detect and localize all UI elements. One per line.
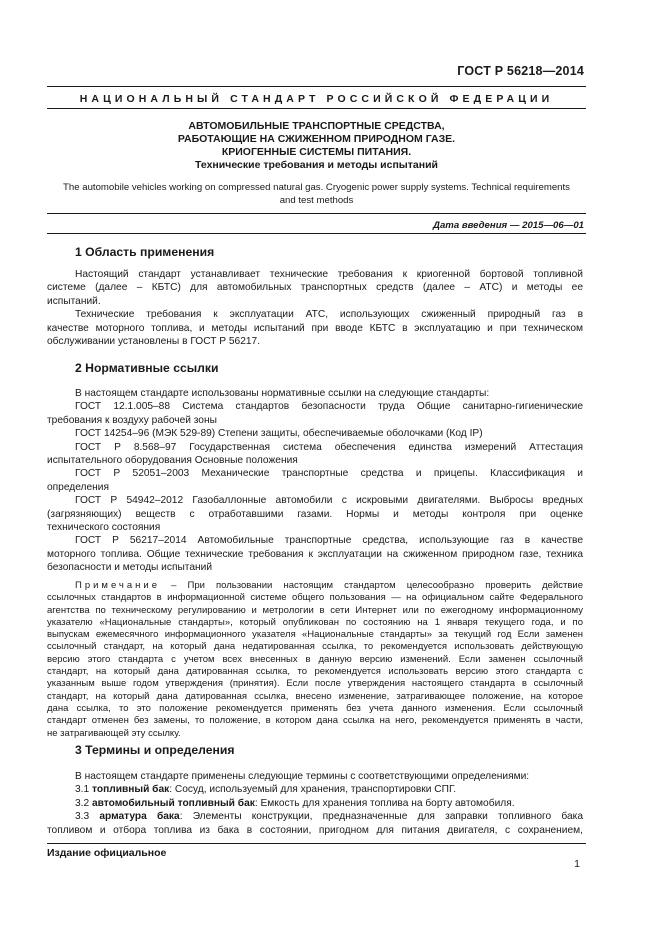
note-line: стандарт отменен без замены, то положение, в котором дана ссылка на него, рекомендуется применять в части, bbox=[47, 715, 583, 727]
note-line bbox=[75, 580, 583, 592]
text-line: Технические требования к эксплуатации АТС, использующих сжиженный природный газ в bbox=[75, 309, 583, 321]
title-line: КРИОГЕННЫЕ СИСТЕМЫ ПИТАНИЯ. bbox=[221, 146, 412, 158]
term-definition: : Емкость для хранения топлива на борту автомобиля. bbox=[254, 797, 515, 809]
note-first-text: – При пользовании настоящим стандартом целесообразно проверить действие bbox=[160, 580, 583, 591]
title-ru bbox=[47, 120, 586, 172]
note-block bbox=[47, 580, 583, 740]
note-line: указателю «Национальные стандарты», который опубликован по состоянию на 1 января текущего года, и по bbox=[47, 616, 583, 628]
text-line: качестве моторного топлива, и методы испытаний при вводе КБТС в эксплуатацию и при техническом bbox=[47, 322, 583, 334]
note-line: стандарт, на который дана датированная ссылка, то рекомендуется использовать версию этого стандарта с bbox=[47, 666, 583, 678]
note-line: агентства по техническому регулированию и метрологии в сети Интернет или по ежегодному информационному bbox=[47, 604, 583, 616]
title-en-line: The automobile vehicles working on compressed natural gas. Cryogenic power supply systems. Technical requirements bbox=[63, 182, 570, 193]
note-line: ссылочных стандартов в информационной системе общего пользования — на официальном сайте Федерального bbox=[47, 592, 583, 604]
note-line: указанным выше годом утверждения (принятия). Если после утверждения настоящего стандарта в ссылочный bbox=[47, 678, 583, 690]
ref-line: ГОСТ 14254–96 (МЭК 529-89) Степени защиты, обеспечиваемые оболочками (Код IP) bbox=[75, 428, 483, 440]
note-line: версию этого стандарта с учетом всех внесенных в данную версию изменений. Если заменен ссылочный bbox=[47, 653, 583, 665]
term-name: топливный бак bbox=[92, 784, 170, 796]
intro-date: Дата введения — 2015—06—01 bbox=[433, 220, 584, 231]
national-rule bbox=[47, 108, 586, 109]
national-standard-heading: НАЦИОНАЛЬНЫЙ СТАНДАРТ РОССИЙСКОЙ ФЕДЕРАЦИИ bbox=[79, 93, 554, 105]
section-2-title: 2 Нормативные ссылки bbox=[75, 361, 219, 375]
ref-line: (загрязняющих) веществ с отработавшими газами. Нормы и методы контроля при оценке bbox=[47, 508, 583, 520]
term-definition: : Сосуд, используемый для хранения, транспортировки СПГ. bbox=[169, 784, 457, 796]
title-en-line: and test methods bbox=[279, 194, 354, 206]
note-line: не затрагивающей эту ссылку. bbox=[47, 727, 181, 739]
section-3-body bbox=[47, 770, 583, 837]
note-label: Примечание bbox=[75, 580, 160, 591]
text-line: Настоящий стандарт устанавливает технические требования к криогенной бортовой топливной bbox=[75, 269, 583, 280]
term-number: 3.3 bbox=[75, 811, 100, 823]
term-line bbox=[75, 797, 583, 810]
ref-line: моторного топлива. Общие технические требования к эксплуатации на сжиженном природном газе, техника bbox=[47, 548, 583, 560]
term-line: топливом и отбора топлива из бака в состоянии, пригодном для питания двигателя, с сохранением, bbox=[47, 824, 583, 836]
title-line: РАБОТАЮЩИЕ НА СЖИЖЕННОМ ПРИРОДНОМ ГАЗЕ. bbox=[177, 133, 456, 145]
ref-line: ГОСТ Р 8.568–97 Государственная система обеспечения единства измерений Аттестация bbox=[75, 441, 583, 453]
text-line: системе (далее – КБТС) для автомобильных транспортных средств (далее – АТС) и методы ее bbox=[47, 282, 583, 294]
ref-line: технического состояния bbox=[47, 522, 161, 534]
note-line: стандарт, на который дана датированная ссылка, внесено изменение, затрагивающее положение, на которое bbox=[47, 690, 583, 702]
text-line: В настоящем стандарте использованы нормативные ссылки на следующие стандарты: bbox=[75, 388, 490, 399]
section-2-body bbox=[47, 387, 583, 575]
note-line: дана ссылка, то это положение рекомендуется применять без учета данного изменения. Если ссылочный bbox=[47, 702, 583, 714]
ref-line: ГОСТ Р 54942–2012 Газобаллонные автомобили с искровыми двигателями. Выбросы вредных bbox=[75, 495, 583, 507]
term-name: автомобильный топливный бак bbox=[92, 797, 255, 809]
term-number: 3.1 bbox=[75, 784, 92, 796]
title-line: АВТОМОБИЛЬНЫЕ ТРАНСПОРТНЫЕ СРЕДСТВА, bbox=[188, 120, 445, 132]
page-number: 1 bbox=[574, 858, 580, 870]
ref-line: ГОСТ Р 56217–2014 Автомобильные транспортные средства, использующие газ в качестве bbox=[75, 535, 583, 547]
note-line: выпускам ежемесячного информационного указателя «Национальные стандарты» за текущий год Если заменен bbox=[47, 629, 583, 641]
section-1-title: 1 Область применения bbox=[75, 245, 215, 259]
ref-line: требования к воздуху рабочей зоны bbox=[47, 414, 217, 426]
term-name: арматура бака bbox=[99, 811, 180, 823]
ref-line: ГОСТ Р 52051–2003 Механические транспортные средства и прицепы. Классификация и bbox=[75, 468, 583, 480]
text-line: испытаний. bbox=[47, 295, 101, 307]
footer-rule bbox=[47, 843, 586, 844]
header-rule bbox=[47, 86, 586, 87]
edition-label: Издание официальное bbox=[47, 847, 167, 859]
term-definition: : Элементы конструкции, предназначенные для заправки топливного бака bbox=[179, 811, 583, 823]
title-subline: Технические требования и методы испытаний bbox=[195, 159, 438, 171]
text-line: В настоящем стандарте применены следующие термины с соответствующими определениями: bbox=[75, 771, 530, 782]
term-number: 3.2 bbox=[75, 797, 92, 809]
ref-line: определения bbox=[47, 481, 110, 493]
term-line bbox=[75, 810, 583, 823]
document-code: ГОСТ Р 56218—2014 bbox=[457, 64, 584, 78]
text-line: обслуживании установлены в ГОСТ Р 56217. bbox=[47, 336, 261, 348]
section-1-body bbox=[47, 268, 583, 348]
ref-line: испытательного оборудования Основные положения bbox=[47, 455, 298, 467]
ref-line: безопасности и методы испытаний bbox=[47, 562, 213, 574]
note-line: ссылочный стандарт, на который дана недатированная ссылка, то рекомендуется использовать действующую bbox=[47, 641, 583, 653]
intro-rule bbox=[47, 233, 586, 234]
section-3-title: 3 Термины и определения bbox=[75, 743, 235, 757]
title-en bbox=[47, 182, 586, 207]
title-rule bbox=[47, 213, 586, 214]
term-line bbox=[75, 783, 583, 796]
ref-line: ГОСТ 12.1.005–88 Система стандартов безопасности труда Общие санитарно-гигиенические bbox=[75, 401, 583, 413]
